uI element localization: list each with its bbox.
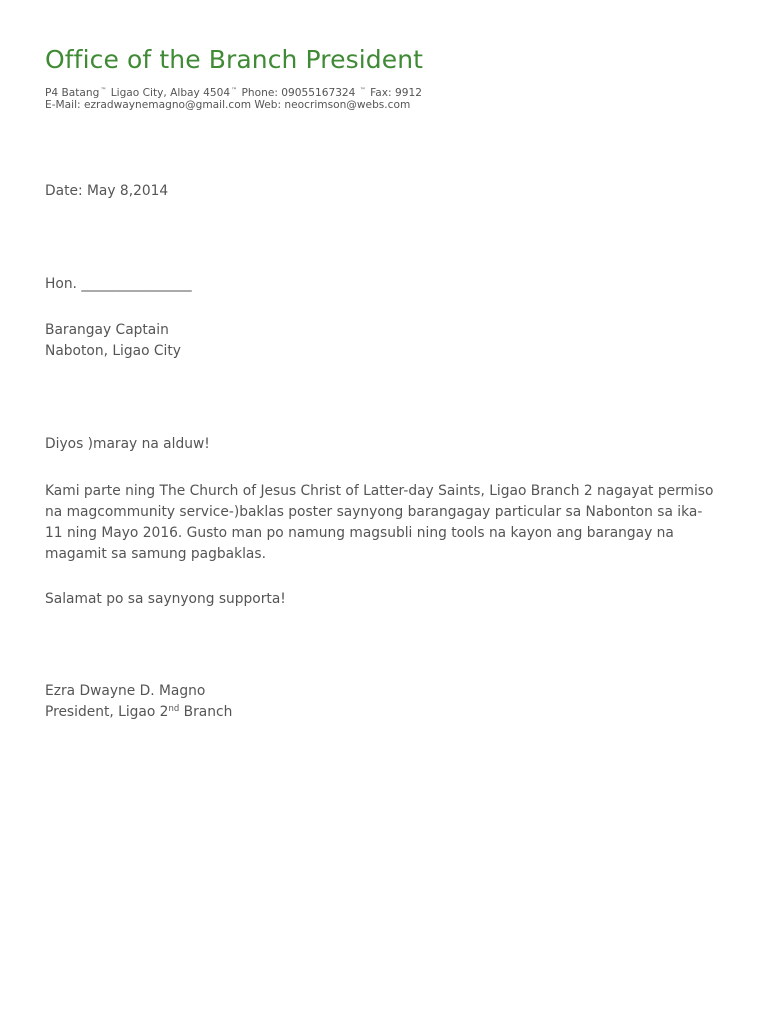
body-line: na magcommunity service-)baklas poster saynyong barangagay particular sa Nabonton sa ika- [45, 504, 703, 520]
recipient-title: Barangay Captain [45, 322, 169, 338]
recipient-location: Naboton, Ligao City [45, 343, 181, 359]
separator-mark: ™ [231, 87, 238, 94]
body-line: magamit sa samung pagbaklas. [45, 546, 266, 562]
separator-mark: ™ [100, 87, 107, 94]
letter-body [45, 481, 717, 565]
separator-mark: ™ [359, 87, 366, 94]
greeting: Diyos )maray na alduw! [45, 436, 210, 452]
city-text: Ligao City, Albay 4504 [110, 87, 231, 99]
ordinal-suffix: nd [168, 704, 180, 714]
letterhead-email-line: E-Mail: ezradwaynemagno@gmail.com Web: neocrimson@webs.com [45, 99, 411, 111]
address-text: P4 Batang [45, 87, 100, 99]
fax-text: Fax: 9912 [370, 87, 422, 99]
signatory-title-suffix: Branch [179, 704, 233, 720]
letter-date: Date: May 8,2014 [45, 183, 169, 199]
letterhead-title: Office of the Branch President [45, 45, 424, 74]
addressee: Hon. ________________ [45, 276, 192, 292]
signatory-title [45, 702, 232, 723]
signatory-name: Ezra Dwayne D. Magno [45, 683, 206, 699]
closing-thanks: Salamat po sa saynyong supporta! [45, 591, 286, 607]
phone-text: Phone: 09055167324 [241, 87, 356, 99]
body-line: Kami parte ning The Church of Jesus Christ of Latter-day Saints, Ligao Branch 2 nagayat permiso [45, 483, 714, 499]
signatory-title-prefix: President, Ligao 2 [45, 704, 169, 720]
body-line: 11 ning Mayo 2016. Gusto man po namung magsubli ning tools na kayon ang barangay na [45, 525, 674, 541]
